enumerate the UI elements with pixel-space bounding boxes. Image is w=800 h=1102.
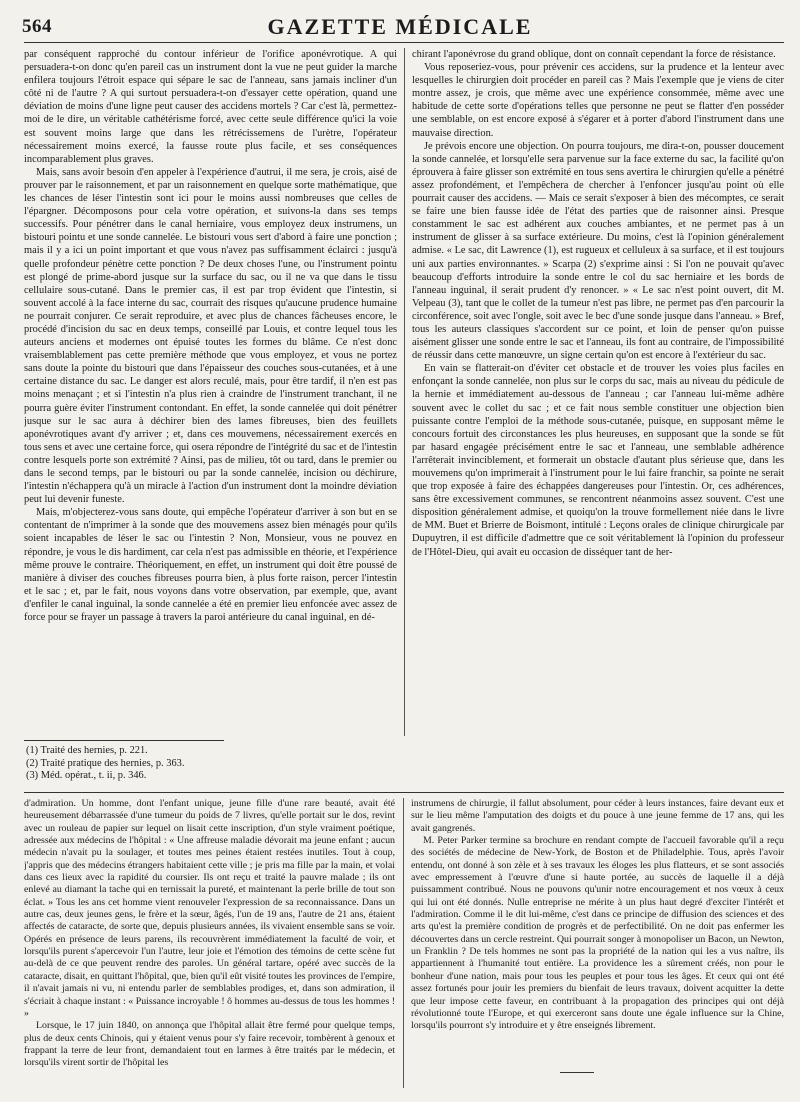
paragraph: Je prévois encore une objection. On pourra toujours, me dira-t-on, pousser doucement la sonde cannelée, et lorsqu'elle sera parvenue sur la face externe du sac, la facilité qu'on éprouvera à faire glisser son extrémité en tous sens avertira le chirurgien qu'elle a pénétré assez profondément, et l'empêchera de chercher à l'enfoncer jusqu'au point où elle pourrait causer des accidens. — Mais ce serait s'exposer à bien des mécomptes, ce serait se faire une bien fausse idée de l'état des parties que de raisonner ainsi. Presque constamment le sac est adhérent aux couches ambiantes, et ne permet pas à un instrument de glisser à sa surface extérieure. Du moins, c'est là l'opinion généralement admise. « Le sac, dit Lawrence (1), est rugueux et celluleux à sa surface, et il est toujours uni aux parties environnantes. » Scarpa (2) s'exprime ainsi : Si l'on ne pouvait qu'avec beaucoup d'efforts introduire la sonde entre le col du sac herniaire et les bords de l'anneau inguinal, il serait prudent d'y renoncer. » « Le sac n'est point ouvert, dit M. Velpeau (3), tant que le collet de la tumeur n'est pas libre, ne permet pas d'en parcourir la circonférence, soit avec l'ongle, soit avec le bec d'une sonde jusque dans l'anneau. » Bref, tous les auteurs classiques s'accordent sur ce point, et loin de penser qu'on puisse aisément glisser une sonde entre le sac et l'anneau, ils font au contraire, de l'impossibilité de réussir dans cette manœuvre, un signe certain qu'on est encore à l'extérieur du sac. — [412, 140, 784, 362]
paragraph: par conséquent rapproché du contour inférieur de l'orifice aponévrotique. A qui persuadera-t-on donc qu'en pareil cas un instrument dont la vue ne peut guider la marche enfilera toujours l'étroit espace qui sépare le sac de l'anneau, sans jamais incliner d'un côté ni de l'autre ? A qui surtout persuadera-t-on d'essayer cette opération, quand une déviation de moins d'une ligne peut causer des accidens mortels ? Car c'est là, permettez-moi de le dire, un véritable cathétérisme forcé, avec cette seule différence qu'ici la voie est souvent moins large que dans les rétrécissemens de l'urètre, l'opérateur nécessairement moins exercé, la fausse route plus facile, et ses conséquences incomparablement plus graves. — [24, 49, 397, 165]
paragraph: Lorsque, le 17 juin 1840, on annonça que l'hôpital allait être fermé pour quelque temps, plus de deux cents Chinois, qui y étaient venus pour s'y faire recevoir, tombèrent à genoux et frappant la terre de leur front, demandaient tout en larmes à être traités par le médecin, et lorsqu'ils virent sortir de l'hôpital les — [24, 1020, 395, 1069]
paragraph: chirant l'aponévrose du grand oblique, dont on connaît cependant la force de résistance. — [412, 49, 776, 60]
page-number: 564 — [22, 16, 52, 37]
section-rule — [24, 792, 784, 793]
footnote-2: (2) Traité pratique des hernies, p. 363. — [26, 757, 185, 769]
paragraph: Mais, m'objecterez-vous sans doute, qui empêche l'opérateur d'arriver à son but en se contentant de n'imprimer à la sonde que des mouvemens assez bien ménagés pour qu'ils soient incapables de léser le sac ou l'intestin ? Non, Monsieur, vous ne pouvez en répondre, je vous le dis hardiment, car cela n'est pas admissible en théorie, et l'expérience même prouve le contraire. Théoriquement, en effet, un instrument qui doit être poussé de manière à diviser des couches fibreuses pourra bien, à plus forte raison, percer l'intestin et le sac ; et, par le fait, nous voyons dans votre observation, par exemple, que, avant d'enfiler le canal inguinal, la sonde cannelée a été en premier lieu enfoncée avec assez de force pour se frayer un passage à travers la paroi antérieure du canal inguinal, en dé- — [24, 507, 397, 624]
running-title: GAZETTE MÉDICALE — [267, 14, 533, 39]
paragraph: instrumens de chirurgie, il fallut absolument, pour céder à leurs instances, faire devant eux et sur le lieu même l'amputation des doigts et du pouce à une jeune femme de 17 ans, qui les avait gangrenés. — [411, 798, 784, 834]
column-divider — [403, 798, 404, 1088]
end-rule — [560, 1072, 594, 1073]
paragraph: d'admiration. Un homme, dont l'enfant unique, jeune fille d'une rare beauté, avait été heureusement débarrassée d'une tumeur du poids de 7 livres, qu'elle portait sur le dos, revint avec un rouleau de papier sur lequel on lisait cette inscription, d'un style vraiment poétique, adressée aux médecins de l'hôpital : « Une affreuse maladie dévorait ma jeune enfant ; aucun médecin n'avait pu la soulager, et toutes mes peines étaient restées inutiles. Tout à coup, j'appris que des médecins étrangers habitaient cette ville ; je pris ma fille par la main, et volai dans ces lieux avec la rapidité du coursier. Ils ont reçu et traité la pauvre malade ; ils ont enlevé au diamant la tache qui en ternissait la pureté, et maintenant la perle brille de tout son éclat. » Tous les ans cet homme vient renouveler l'expression de sa reconnaissance. Dans un autre cas, deux jeunes gens, le frère et la sœur, âgés, l'un de 19 ans, l'autre de 21 ans, étaient affectés de cataracte, de sorte que, depuis plusieurs années, ils vivaient ensemble sans se voir. Opérés en présence de leurs parens, ils recouvrèrent immédiatement la faculté de voir, et lorsqu'ils purent s'apercevoir l'un l'autre, leur joie et l'émotion des témoins de cette scène fut au-delà de ce que peuvent rendre des paroles. Un général tartare, opéré avec succès de la cataracte, disait, en quittant l'hôpital, que, bien qu'il eût visité toutes les provinces de l'empire, il n'avait jamais ni vu, ni entendu parler de semblables prodiges, et, dans son admiration, il s'écriait à chaque instant : « Puissance incroyable ! ô hommes au-dessus de tous les hommes ! » — [24, 798, 395, 1019]
header-rule — [24, 42, 784, 43]
lower-left-column — [24, 798, 395, 1088]
upper-left-column — [24, 48, 397, 738]
paragraph: Vous reposeriez-vous, pour prévenir ces accidens, sur la prudence et la lenteur avec lesquelles le chirurgien doit procéder en pareil cas ? Mais l'exemple que je viens de citer montre assez, je crois, que même avec une expérience consommée, même avec une habitude de cette sorte d'opérations telles que personne ne peut se flatter d'en posséder une semblable, on est encore exposé à s'égarer et à porter d'abord l'instrument dans une mauvaise direction. — [412, 62, 784, 139]
column-divider — [404, 48, 405, 736]
upper-right-column — [412, 48, 784, 738]
footnote-3: (3) Méd. opérat., t. ii, p. 346. — [26, 770, 147, 782]
paragraph: M. Peter Parker termine sa brochure en rendant compte de l'accueil favorable qu'il a reçu des sociétés de médecine de New-York, de Boston et de Philadelphie. Tous, après l'avoir entendu, ont donné à son zèle et à ses travaux les éloges les plus flatteurs, et se sont associés avec empressement à l'œuvre d'une si haute portée, au succès de laquelle il a déjà puissamment contribué. Nous ne pouvons qu'unir notre encouragement et nos vœux à ceux qui lui ont été donnés. Nulle entreprise ne mérite à un plus haut degré d'exciter l'intérêt et l'admiration. Comme il le dit lui-même, c'est dans ce principe de diffusion des sciences et des arts qu'est la première condition de progrès et de perfectibilité. On ne doit pas enfermer les découvertes dans un cercle restreint. Qui pourrait songer à monopoliser un Bacon, un Newton, un Franklin ? De tels hommes ne sont pas la propriété de la nation qui les a vus naître, ils appartiennent à l'humanité tout entière. La providence les a sûrement créés, non pour le bonheur d'une nation, mais pour tous les peuples et pour tous les âges. Et ceux qui ont été assez fortunés pour jouir les premiers du bienfait de leurs travaux, doivent acquitter la dette que leur impose cette faveur, en contribuant à la propagation des principes qui ont déjà révolutionné toute l'Europe, et qui exerceront sans doute une égale influence sur la Chine, lorsqu'ils pourront s'y introduire et y être enseignés librement. — [411, 835, 784, 1032]
lower-right-column — [411, 798, 784, 1066]
footnote-rule — [24, 740, 224, 741]
footnote-1: (1) Traité des hernies, p. 221. — [26, 745, 148, 756]
footnotes — [26, 745, 396, 783]
paragraph: En vain se flatterait-on d'éviter cet obstacle et de trouver les voies plus faciles en enfonçant la sonde cannelée, non plus sur le corps du sac, mais au niveau du pédicule de la hernie et immédiatement au-dessous de l'anneau ; car l'anneau lui-même adhère souvent avec le collet du sac ; et ce fait nous semble constituer une objection bien puissante contre l'emploi de la méthode sous-cutanée, puisque, en supposant même le concours fortuit des circonstances les plus heureuses, en supposant que la sonde se fût par hasard engagée précisément entre le sac et l'anneau, une semblable adhérence l'arrêterait invinciblement, et formerait un obstacle d'autant plus sérieuse que, dans les mouvemens qu'on imprimerait à l'instrument pour le lui faire franchir, sa pointe ne serait que trop exposée à faire des échappées dangereuses pour l'intestin. Or, ces adhérences, sans être excessivement communes, se rencontrent néanmoins assez souvent. C'est une disposition généralement admise, et quoiqu'on la trouve formellement niée dans le livre de MM. Buet et Brierre de Boismont, intitulé : Leçons orales de clinique chirurgicale par Dupuytren, il est difficile d'admettre que ce soit véritablement là l'opinion du professeur de l'Hôtel-Dieu, qui avait eu occasion de disséquer tant de her- — [412, 363, 784, 558]
paragraph: Mais, sans avoir besoin d'en appeler à l'expérience d'autrui, il me sera, je crois, aisé de prouver par le raisonnement, et par un raisonnement en quelque sorte mathématique, que les chances de léser l'intestin sont ici pour le moins aussi nombreuses que celles de l'épargner. Décomposons pour cela votre opération, et suivons-la dans ses temps successifs. Pour pénétrer dans le canal herniaire, vous employez deux instrumens, un bistouri pointu et une sonde cannelée. Le bistouri vous sert d'abord à faire une ponction ; mais il y a ici un point important et que vous n'avez pas suffisamment éclairci : jusqu'à quelle profondeur pénètre cette ponction ? De deux choses l'une, ou l'instrument pointu est plongé de prime-abord jusque sur la surface du sac, ou il ne va que dans le tissu cellulaire sous-cutané. Dans le premier cas, il est par trop évident que l'intestin, si souvent accolé à la face interne du sac, courrait des risques qu'aucune prudence humaine ne pourrait conjurer. Ce serait reproduire, et avec plus de chances fâcheuses encore, le procédé d'incision du sac en deux temps, conseillé par Louis, et contre lequel tous les auteurs anciens et modernes ont épuisé toutes les formes du blâme. Ce n'est donc vraisemblablement pas cette première méthode que vous employez, et vous ne portez sans doute la pointe du bistouri que dans l'épaisseur des couches sous-cutanées, et à une certaine distance du sac. Le danger est alors reculé, mais, pour être tardif, il n'en est pas moins menaçant ; et si l'intestin n'a plus rien à craindre de l'instrument tranchant, il ne pourra guère éviter l'instrument contondant. En effet, la sonde cannelée qui doit pénétrer jusque sur le sac aura à déchirer bien des lames fibreuses, bien des feuillets aponévrotiques avant d'y arriver ; et, dans ces mouvemens, nécessairement exercés en tous sens et avec une certaine force, qui osera répondre de l'intégrité du sac et de l'intestin contre lesquels porte son extrémité ? Ainsi, pas de milieu, tôt ou tard, dans le premier ou dans le second temps, par le bistouri ou par la sonde cannelée, incision ou déchirure, l'intestin n'échappera qu'à un miracle à l'action d'un instrument dont la moindre déviation peut lui devenir funeste. — [24, 166, 397, 506]
